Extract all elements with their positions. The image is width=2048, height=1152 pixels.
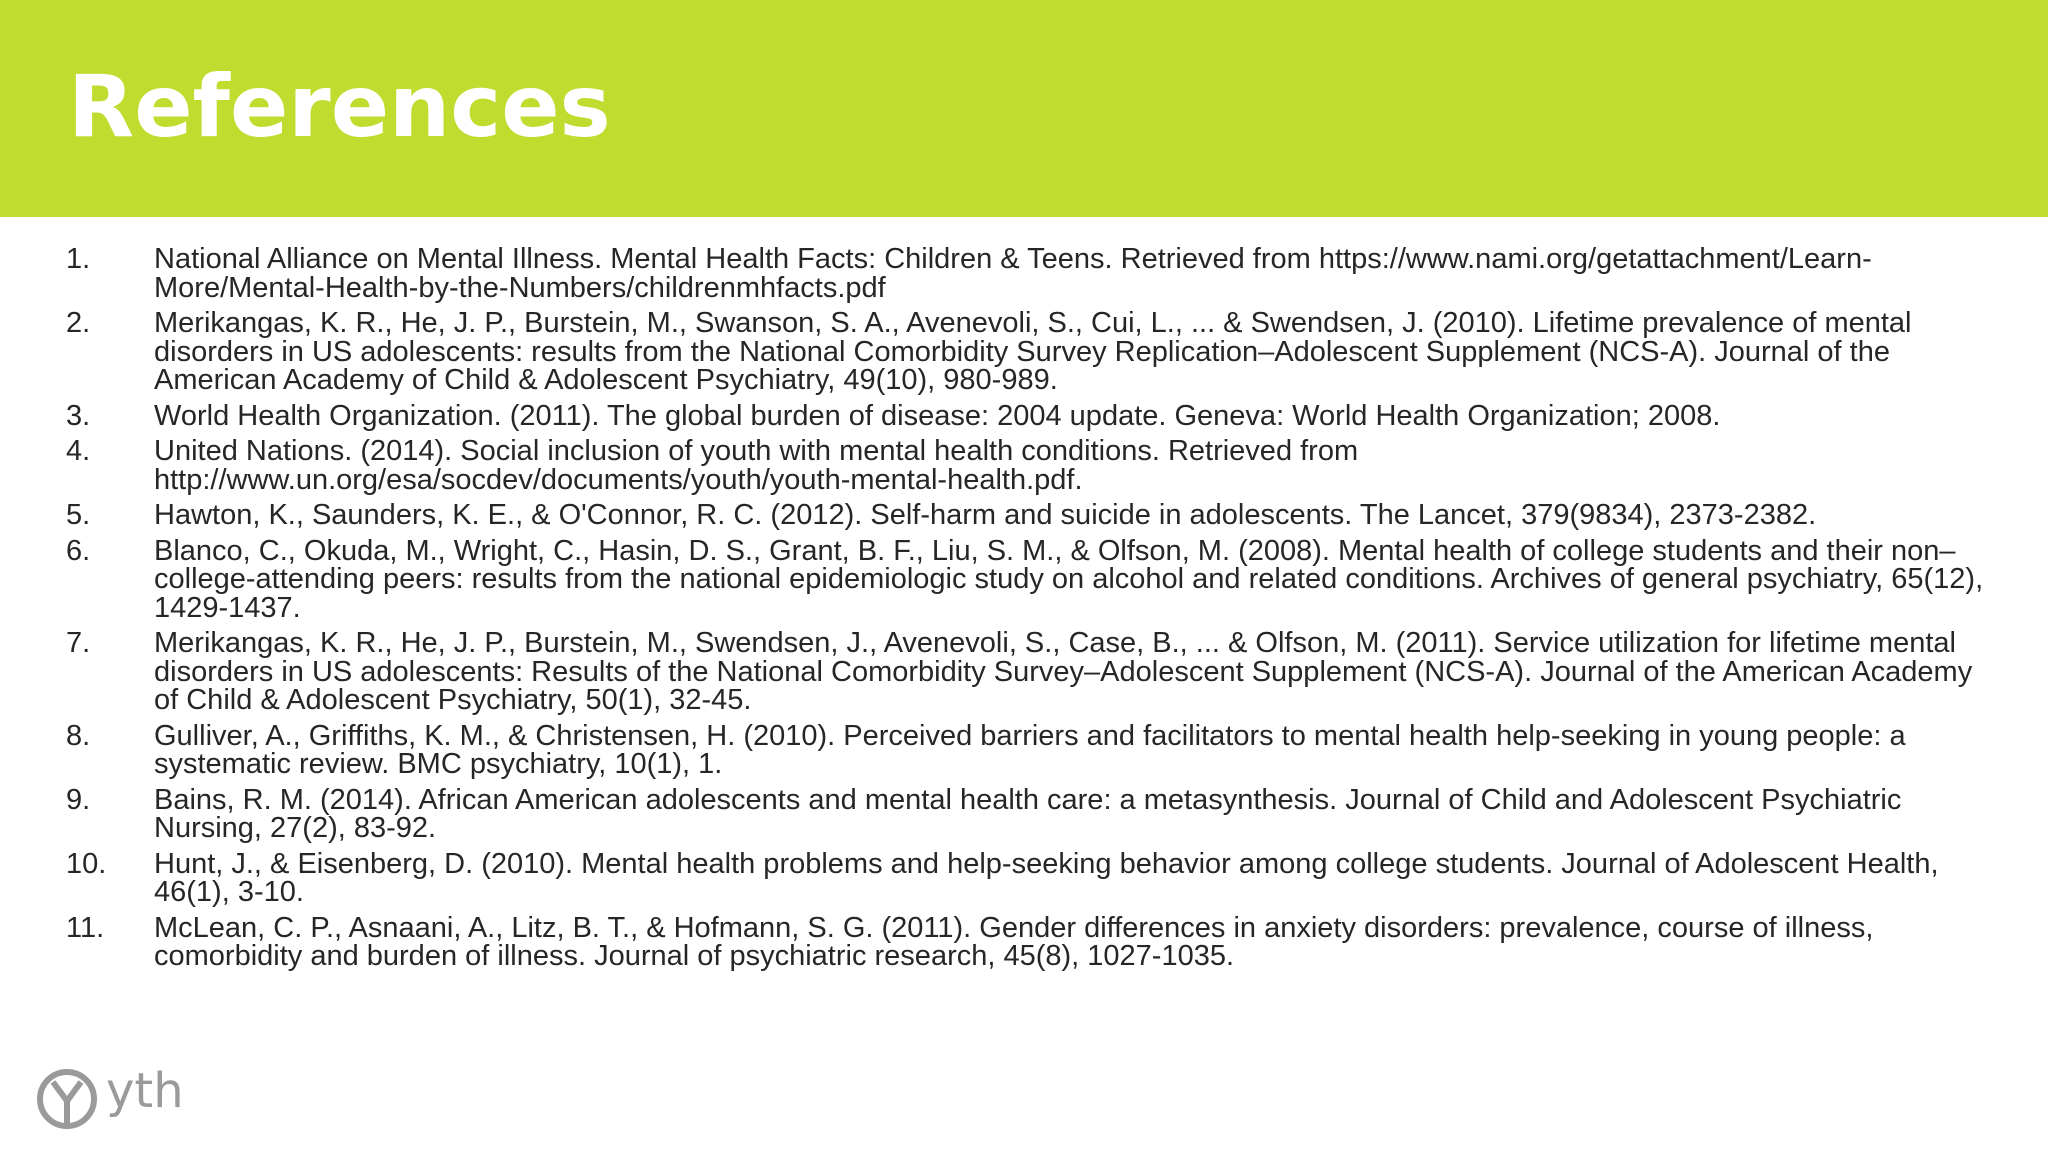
list-item xyxy=(66,245,1986,302)
reference-text: Bains, R. M. (2014). African American adolescents and mental health care: a metasynthesis. Journal of Child and Adolescent Psychiatric Nursing, 27(2), 83-92. xyxy=(154,783,1902,844)
logo-text: yth xyxy=(106,1063,184,1119)
page-title: References xyxy=(68,57,611,157)
reference-text: Merikangas, K. R., He, J. P., Burstein, M., Swendsen, J., Avenevoli, S., Case, B., ... & Olfson, M. (2011). Service utilization for lifetime mental disorders in US adolescents: Results of the National Comorbidity Survey–Adolescent Supplement (NCS-A). Journal of the American Academy of Child & Adolescent Psychiatry, 50(1), 32-45. xyxy=(154,627,1973,716)
reference-number: 2. xyxy=(66,307,91,339)
list-item xyxy=(66,309,1986,395)
reference-text: Hawton, K., Saunders, K. E., & O'Connor, R. C. (2012). Self-harm and suicide in adolescents. The Lancet, 379(9834), 2373-2382. xyxy=(154,499,1817,531)
reference-number: 9. xyxy=(66,783,91,816)
yth-logo-icon xyxy=(36,1068,98,1130)
list-item xyxy=(66,437,1986,494)
reference-text: Hunt, J., & Eisenberg, D. (2010). Mental health problems and help-seeking behavior among college students. Journal of Adolescent Health, 46(1), 3-10. xyxy=(154,847,1939,908)
reference-number: 11. xyxy=(66,911,105,944)
list-item xyxy=(66,399,1986,432)
list-item xyxy=(66,719,1986,780)
reference-number: 5. xyxy=(66,499,91,531)
reference-text: McLean, C. P., Asnaani, A., Litz, B. T., & Hofmann, S. G. (2011). Gender differences in anxiety disorders: prevalence, course of illness, comorbidity and burden of illness. Journal of psychiatric research, 45(8), 1027-1035. xyxy=(154,911,1874,972)
list-item xyxy=(66,847,1986,908)
reference-number: 1. xyxy=(66,243,91,275)
reference-list xyxy=(66,245,1986,978)
reference-text: National Alliance on Mental Illness. Mental Health Facts: Children & Teens. Retrieved from https://www.nami.org/getattachment/Learn-More/Mental-Health-by-the-Numbers/childrenmhfacts.pdf xyxy=(154,243,1872,304)
reference-text: Gulliver, A., Griffiths, K. M., & Christensen, H. (2010). Perceived barriers and facilitators to mental health help-seeking in young people: a systematic review. BMC psychiatry, 10(1), 1. xyxy=(154,719,1906,780)
reference-text: Blanco, C., Okuda, M., Wright, C., Hasin, D. S., Grant, B. F., Liu, S. M., & Olfson, M. (2008). Mental health of college students and their non–college-attending peers: results from the national epidemiologic study on alcohol and related conditions. Archives of general psychiatry, 65(12), 1429-1437. xyxy=(154,534,1984,624)
reference-text: World Health Organization. (2011). The global burden of disease: 2004 update. Geneva: World Health Organization; 2008. xyxy=(154,399,1721,432)
reference-number: 10. xyxy=(66,847,107,880)
header-band xyxy=(0,0,2048,217)
reference-text: United Nations. (2014). Social inclusion of youth with mental health conditions. Retrieved from http://www.un.org/esa/socdev/documents/youth/youth-mental-health.pdf. xyxy=(154,435,1359,496)
list-item xyxy=(66,534,1986,624)
list-item xyxy=(66,783,1986,844)
reference-number: 8. xyxy=(66,719,91,752)
list-item xyxy=(66,501,1986,530)
list-item xyxy=(66,629,1986,715)
yth-logo xyxy=(36,1064,184,1134)
reference-number: 6. xyxy=(66,534,91,567)
reference-text: Merikangas, K. R., He, J. P., Burstein, M., Swanson, S. A., Avenevoli, S., Cui, L., ... & Swendsen, J. (2010). Lifetime prevalence of mental disorders in US adolescents: results from the National Comorbidity Survey Replication–Adolescent Supplement (NCS-A). Journal of the American Academy of Child & Adolescent Psychiatry, 49(10), 980-989. xyxy=(154,307,1912,396)
reference-number: 7. xyxy=(66,627,91,659)
reference-number: 3. xyxy=(66,399,91,432)
list-item xyxy=(66,911,1986,972)
reference-number: 4. xyxy=(66,435,91,467)
